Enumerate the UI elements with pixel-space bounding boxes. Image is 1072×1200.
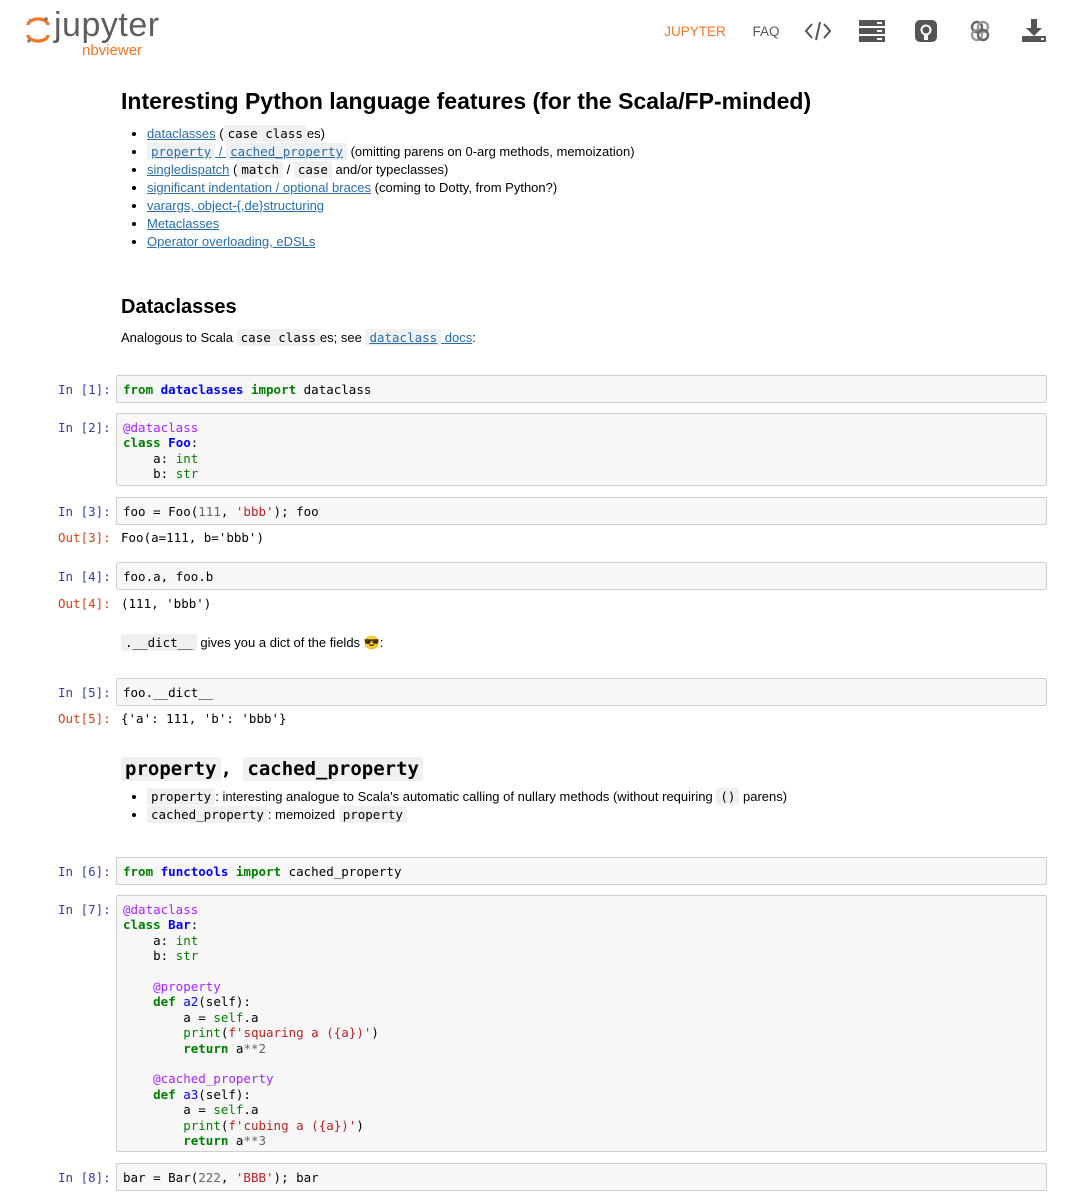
code-text: (self): xyxy=(198,1086,251,1102)
code-cell[interactable]: @dataclass class Bar: a: int b: str @property def a2(self): a = self.a print(f'squaring a ({a})') return a**2 @cached_property def a3(self): a = self.a print(f'cubing a ({a})') return a**3 xyxy=(116,895,1047,1152)
section-heading xyxy=(121,758,1047,780)
decorator: @dataclass xyxy=(123,420,199,435)
list-text: es) xyxy=(306,126,325,141)
function-name: a3 xyxy=(183,1086,199,1102)
inline-code: property xyxy=(147,788,215,805)
list-text: parens) xyxy=(739,789,788,804)
string: f'squaring a ( xyxy=(228,1025,334,1041)
list-item xyxy=(147,197,1047,215)
builtin: print xyxy=(183,1117,221,1133)
list-text: : interesting analogue to Scala's automatic calling of nullary methods (without requiring xyxy=(215,789,717,804)
code-text: foo.a, foo.b xyxy=(123,569,214,584)
keyword: class xyxy=(123,435,161,451)
code-text: foo = Foo( xyxy=(123,504,199,519)
list-item xyxy=(147,125,1047,143)
code-text: a xyxy=(228,1133,244,1149)
list-text: and/or typeclasses) xyxy=(331,162,449,177)
list-text: / xyxy=(215,144,227,159)
list-item xyxy=(147,233,1047,251)
feature-list xyxy=(121,125,1047,251)
inline-code: cached_property xyxy=(243,757,423,781)
code-cell[interactable] xyxy=(116,1163,1047,1191)
builtin: self xyxy=(213,1102,244,1118)
input-prompt: In [8]: xyxy=(58,1170,111,1185)
output-prompt: Out[5]: xyxy=(58,711,111,726)
list-item xyxy=(147,788,1047,806)
code-text: , xyxy=(220,504,236,519)
code-cell[interactable] xyxy=(116,497,1047,525)
dict-note-markdown xyxy=(121,634,1047,652)
list-text: (coming to Dotty, from Python?) xyxy=(371,180,558,195)
inline-code: property xyxy=(121,757,221,781)
link-text: docs xyxy=(441,330,473,345)
input-prompt: In [6]: xyxy=(58,864,111,879)
notebook-title: Interesting Python language features (for the Scala/FP-minded) xyxy=(121,88,812,114)
code-cell[interactable] xyxy=(116,678,1047,706)
identifier: cached_property xyxy=(281,864,402,879)
inline-code: property xyxy=(147,143,215,160)
output-prompt: Out[4]: xyxy=(58,596,111,611)
string: )' xyxy=(356,1025,372,1041)
inline-code: cached_property xyxy=(147,806,268,823)
dataclasses-markdown xyxy=(121,296,1047,347)
identifier: a: xyxy=(123,450,176,466)
code-text: , xyxy=(220,1170,236,1185)
string: {a} xyxy=(333,1025,357,1041)
identifier: b: xyxy=(123,948,176,964)
output-prompt: Out[3]: xyxy=(58,530,111,545)
list-item xyxy=(147,179,1047,197)
decorator: @dataclass xyxy=(123,902,199,917)
operator: ** xyxy=(243,1133,259,1149)
top-nav xyxy=(666,14,1050,48)
code-text: (self): xyxy=(198,994,251,1010)
code-text: bar = Bar( xyxy=(123,1170,199,1185)
builtin: self xyxy=(213,1009,244,1025)
server-icon[interactable] xyxy=(856,15,888,47)
code-text: a = xyxy=(123,1009,214,1025)
number: 222 xyxy=(198,1170,221,1185)
decorator: @cached_property xyxy=(123,1071,274,1087)
decorator: @property xyxy=(123,979,221,995)
text: : xyxy=(472,330,476,345)
code-view-icon[interactable] xyxy=(802,15,834,47)
string: )' xyxy=(341,1117,357,1133)
dataclasses-link[interactable]: dataclasses xyxy=(147,126,216,141)
logo-subtitle: nbviewer xyxy=(82,42,143,59)
operator: ** xyxy=(243,1040,259,1056)
input-prompt: In [7]: xyxy=(58,902,111,917)
section-text xyxy=(121,634,1047,652)
inline-code: case xyxy=(294,161,332,178)
module-name: dataclasses xyxy=(160,382,244,397)
heading-text: , xyxy=(220,758,244,780)
inline-code: property xyxy=(339,806,407,823)
nav-jupyter-link[interactable]: JUPYTER xyxy=(664,23,726,39)
inline-code: match xyxy=(237,161,283,178)
class-name: Bar xyxy=(168,917,191,933)
jupyter-logo[interactable] xyxy=(26,6,196,62)
builtin: int xyxy=(175,450,199,466)
input-prompt: In [1]: xyxy=(58,382,111,397)
list-item xyxy=(147,806,1047,824)
significant-indentation-link[interactable]: significant indentation / optional braces xyxy=(147,180,372,195)
dataclass-docs-link[interactable] xyxy=(365,329,472,346)
metaclasses-link[interactable]: Metaclasses xyxy=(147,216,220,231)
cell-output: (111, 'bbb') xyxy=(121,596,212,611)
keyword: class xyxy=(123,917,161,933)
number: 2 xyxy=(258,1040,267,1056)
code-text: a = xyxy=(123,1102,214,1118)
list-text: ( xyxy=(215,126,224,141)
identifier: a: xyxy=(123,932,176,948)
identifier: dataclass xyxy=(296,382,372,397)
property-list xyxy=(121,788,1047,824)
cell-output: {'a': 111, 'b': 'bbb'} xyxy=(121,711,287,726)
builtin: int xyxy=(175,932,199,948)
number: 111 xyxy=(198,504,221,519)
operator-overloading-link[interactable]: Operator overloading, eDSLs xyxy=(147,234,316,249)
string: 'BBB' xyxy=(235,1170,274,1185)
module-name: functools xyxy=(160,864,229,879)
section-text xyxy=(121,329,1047,347)
code-cell[interactable] xyxy=(116,857,1047,885)
code-text: ); bar xyxy=(273,1170,319,1185)
nbviewer-header xyxy=(0,0,1072,70)
keyword: def xyxy=(153,1086,176,1102)
github-icon[interactable] xyxy=(910,15,942,47)
code-text: a xyxy=(228,1040,244,1056)
class-name: Foo xyxy=(168,435,191,451)
input-prompt: In [4]: xyxy=(58,569,111,584)
list-item xyxy=(147,143,1047,161)
cell-output: Foo(a=111, b='bbb') xyxy=(121,530,264,545)
function-name: a2 xyxy=(183,994,199,1010)
keyword: def xyxy=(153,994,176,1010)
code-text: ); foo xyxy=(273,504,319,519)
text: Analogous to Scala xyxy=(121,330,237,345)
logo-wordmark: jupyter xyxy=(54,6,160,44)
inline-code: dataclass xyxy=(365,329,441,346)
list-text: (omitting parens on 0-arg methods, memoization) xyxy=(346,144,635,159)
list-item xyxy=(147,161,1047,179)
string: f'cubing a ( xyxy=(228,1117,319,1133)
code-text: .a xyxy=(243,1102,259,1118)
download-icon[interactable] xyxy=(1018,15,1050,47)
list-text: : memoized xyxy=(267,807,339,822)
input-prompt: In [3]: xyxy=(58,504,111,519)
code-text: foo.__dict__ xyxy=(123,685,214,700)
keyword: from xyxy=(123,382,154,397)
property-link[interactable] xyxy=(147,143,347,160)
nav-faq-link[interactable]: FAQ xyxy=(752,23,780,39)
builtin: print xyxy=(183,1025,221,1041)
list-text: / xyxy=(282,162,294,177)
varargs-link[interactable]: varargs, object-{,de}structuring xyxy=(147,198,325,213)
builtin: str xyxy=(175,948,199,964)
keyword: import xyxy=(235,864,282,879)
number: 3 xyxy=(258,1133,267,1149)
inline-code: () xyxy=(716,788,739,805)
keyword: return xyxy=(183,1040,229,1056)
list-text: ( xyxy=(229,162,238,177)
singledispatch-link[interactable]: singledispatch xyxy=(147,162,230,177)
inline-code: case class xyxy=(224,125,307,142)
list-item xyxy=(147,215,1047,233)
identifier: b: xyxy=(123,466,176,482)
keyword: return xyxy=(183,1133,229,1149)
property-markdown xyxy=(121,758,1047,824)
inline-code: cached_property xyxy=(226,143,347,160)
keyword: from xyxy=(123,864,154,879)
section-heading: Dataclasses xyxy=(121,296,237,318)
keyword: import xyxy=(250,382,297,397)
code-text: .a xyxy=(243,1009,259,1025)
code-cell[interactable] xyxy=(116,562,1047,590)
text: es; see xyxy=(319,330,366,345)
input-prompt: In [2]: xyxy=(58,420,111,435)
inline-code: case class xyxy=(237,329,320,346)
builtin: str xyxy=(175,466,199,482)
string: {a} xyxy=(318,1117,342,1133)
code-cell[interactable] xyxy=(116,375,1047,403)
intro-markdown xyxy=(121,88,1047,251)
jupyter-orbit-icon xyxy=(26,16,50,44)
text: gives you a dict of the fields 😎: xyxy=(196,635,384,650)
string: 'bbb' xyxy=(235,504,274,519)
input-prompt: In [5]: xyxy=(58,685,111,700)
code-cell[interactable]: @dataclass class Foo: a: int b: str xyxy=(116,413,1047,486)
inline-code: .__dict__ xyxy=(121,634,197,651)
binder-icon[interactable] xyxy=(964,15,996,47)
